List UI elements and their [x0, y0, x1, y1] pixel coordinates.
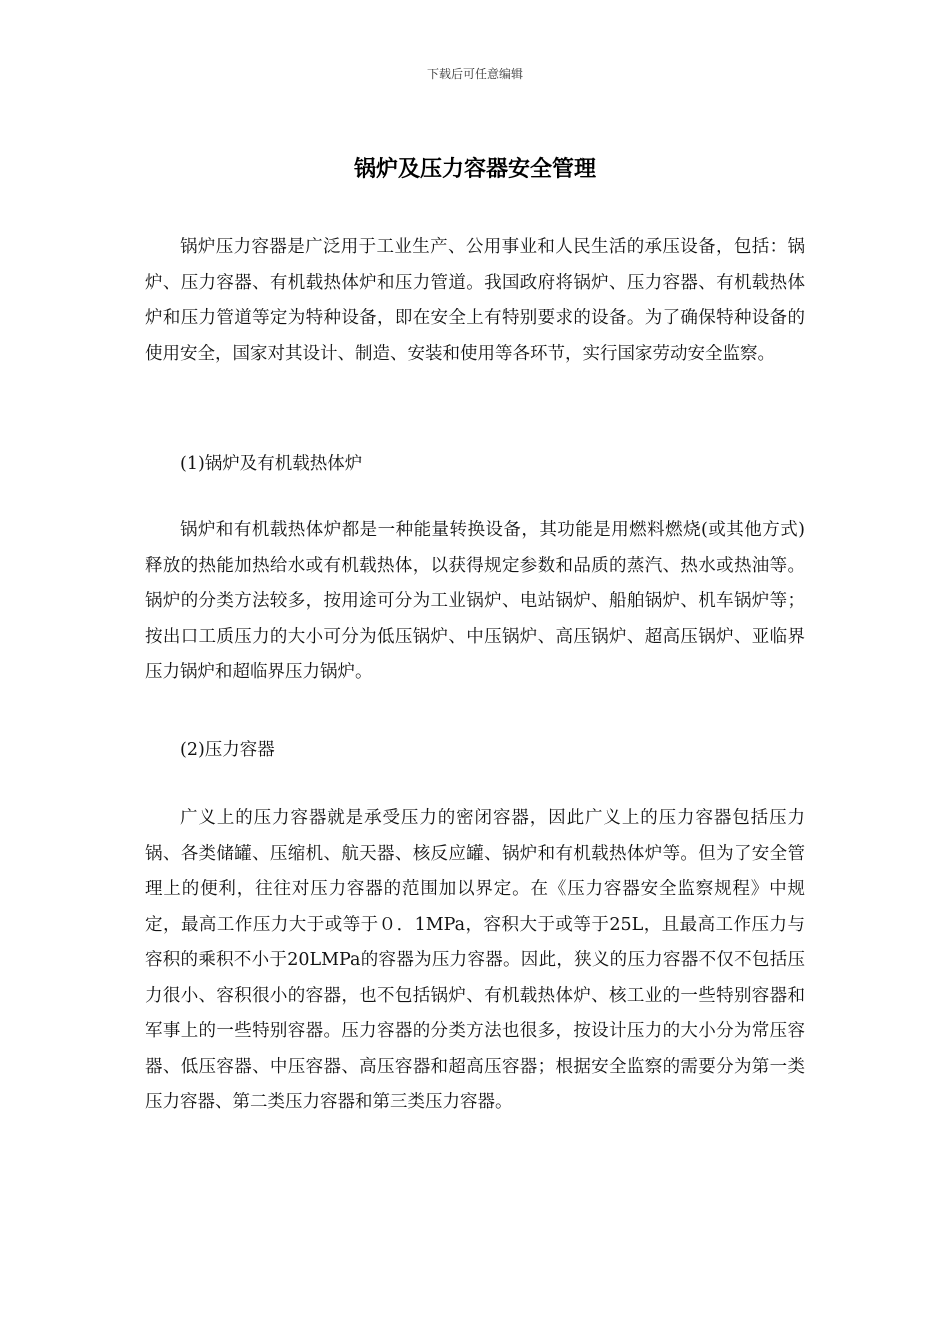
section-heading-boilers: (1)锅炉及有机载热体炉 — [180, 454, 363, 474]
intro-paragraph: 锅炉压力容器是广泛用于工业生产、公用事业和人民生活的承压设备，包括：锅炉、压力容器、有机载热体炉和压力管道。我国政府将锅炉、压力容器、有机载热体炉和压力管道等定为特种设备，即在安全上有特别要求的设备。为了确保特种设备的使用安全，国家对其设计、制造、安装和使用等各环节，实行国家劳动安全监察。 — [145, 237, 805, 364]
boilers-paragraph: 锅炉和有机载热体炉都是一种能量转换设备，其功能是用燃料燃烧(或其他方式)释放的热能加热给水或有机载热体，以获得规定参数和品质的蒸汽、热水或热油等。锅炉的分类方法较多，按用途可分为工业锅炉、电站锅炉、船舶锅炉、机车锅炉等；按出口工质压力的大小可分为低压锅炉、中压锅炉、高压锅炉、超高压锅炉、亚临界压力锅炉和超临界压力锅炉。 — [145, 520, 805, 682]
document-title: 锅炉及压力容器安全管理 — [353, 156, 596, 182]
section-heading-pressure-vessels: (2)压力容器 — [180, 740, 275, 760]
pressure-vessels-paragraph: 广义上的压力容器就是承受压力的密闭容器，因此广义上的压力容器包括压力锅、各类储罐、压缩机、航天器、核反应罐、锅炉和有机载热体炉等。但为了安全管理上的便利，往往对压力容器的范围加以界定。在《压力容器安全监察规程》中规定，最高工作压力大于或等于０．1MPa，容积大于或等于25L，且最高工作压力与容积的乘积不小于20LMPa的容器为压力容器。因此，狭义的压力容器不仅不包括压力很小、容积很小的容器，也不包括锅炉、有机载热体炉、核工业的一些特别容器和军事上的一些特别容器。压力容器的分类方法也很多，按设计压力的大小分为常压容器、低压容器、中压容器、高压容器和超高压容器；根据安全监察的需要分为第一类压力容器、第二类压力容器和第三类压力容器。 — [145, 808, 805, 1112]
header-note: 下载后可任意编辑 — [426, 67, 523, 81]
